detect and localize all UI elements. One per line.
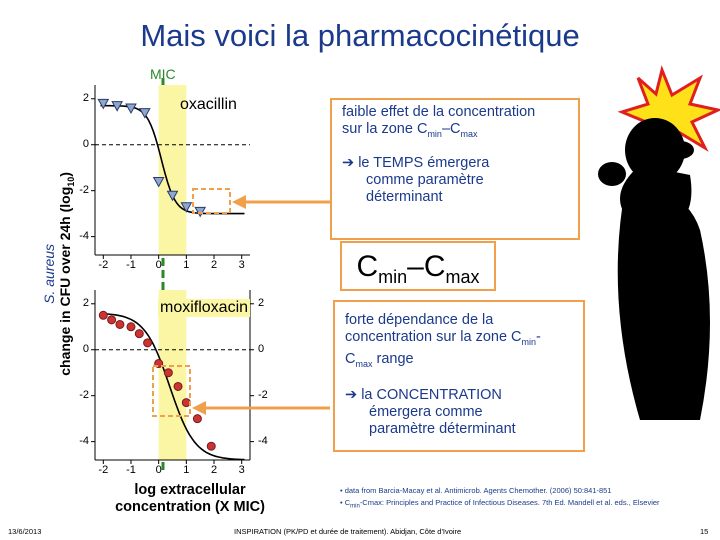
box2-line2: concentration sur la zone $C_{min}-$	[345, 329, 541, 347]
body-shape	[618, 190, 710, 420]
box1-line1: faible effet de la concentration	[342, 104, 536, 120]
x-tick-label: 3	[238, 259, 245, 271]
y-tick-label: 0	[82, 342, 89, 355]
x-tick-label: 2	[210, 464, 218, 476]
data-point	[108, 316, 116, 324]
x-tick-label: -2	[98, 464, 109, 476]
y-tick-label: -4	[79, 434, 89, 447]
y-axis-label-main: change in CFU over 24h $(\log_{10})$	[57, 172, 76, 376]
hand-shape	[598, 162, 626, 186]
data-point	[127, 323, 135, 331]
page-number: 15	[700, 527, 709, 536]
footer-text: INSPIRATION (PK/PD et durée de traitement). Abidjan, Côte d'Ivoire	[234, 527, 462, 536]
data-point	[116, 320, 124, 328]
data-point	[144, 339, 152, 347]
x-tick-label: 3	[238, 464, 245, 476]
x-tick-label: -1	[126, 464, 136, 476]
arrow-top-head	[232, 195, 246, 209]
arrow-right-icon: ➔	[342, 154, 355, 171]
mic-label: MIC	[150, 66, 176, 82]
time-dependence-box	[330, 98, 580, 240]
y-tick-label: 0	[82, 137, 89, 150]
box2-line3: $C_{max}$ range	[345, 350, 414, 369]
arrow-right-icon: ➔	[345, 386, 358, 403]
oxacillin-title: oxacillin	[180, 96, 237, 113]
box2-line1: forte dépendance de la	[345, 312, 494, 328]
data-point	[98, 99, 108, 108]
y-tick-label: 2	[82, 296, 89, 309]
x-axis-label-line2: concentration (X MIC)	[115, 499, 265, 515]
box2-bullet: ➔ la CONCENTRATION	[345, 386, 502, 403]
data-point	[207, 442, 215, 450]
data-point	[174, 382, 182, 390]
data-point	[193, 415, 201, 423]
reference-2: • $C_{min}$-Cmax: Principles and Practice of Infectious Diseases. 7th Ed. Mandell et al. eds., Elsevier	[340, 498, 660, 510]
footer-date: 13/6/2013	[8, 527, 42, 536]
cmin-cmax-label: $C_{min}-C_{max}$	[340, 241, 496, 291]
slide-title: Mais voici la pharmacocinétique	[140, 18, 580, 53]
x-axis-label-line1: log extracellular	[134, 482, 246, 498]
right-y-tick-label: 2	[258, 296, 265, 309]
x-tick-label: -1	[126, 259, 136, 271]
reference-1: • data from Barcia-Macay et al. Antimicrob. Agents Chemother. (2006) 50:841-851	[340, 486, 612, 495]
data-point	[164, 369, 172, 377]
x-tick-label: 1	[183, 259, 190, 271]
y-tick-label: -2	[79, 183, 89, 196]
box1-bullet: ➔ le TEMPS émergera	[342, 154, 490, 171]
y-tick-label: -4	[79, 229, 89, 242]
data-point	[140, 109, 150, 118]
right-y-tick-label: -2	[258, 388, 268, 401]
box2-bullet-line3: paramètre déterminant	[369, 420, 516, 437]
x-tick-label: 1	[183, 464, 190, 476]
box2-bullet-line2: émergera comme	[369, 403, 483, 420]
box1-line2: sur la zone $C_{min}-C_{max}$	[342, 121, 478, 139]
x-tick-label: 2	[210, 259, 218, 271]
data-point	[135, 330, 143, 338]
x-tick-label: -2	[98, 259, 109, 271]
right-y-tick-label: 0	[258, 342, 265, 355]
x-tick-label: 0	[155, 464, 162, 476]
arrow-bottom-head	[192, 401, 206, 415]
concentration-dependence-box	[333, 300, 585, 452]
right-y-tick-label: -4	[258, 434, 268, 447]
moxifloxacin-title: moxifloxacin	[160, 299, 249, 316]
data-point	[99, 311, 107, 319]
y-axis-label-italic: S. aureus	[41, 243, 58, 304]
thinking-man-illustration	[598, 70, 718, 420]
y-tick-label: 2	[82, 91, 89, 104]
x-tick-label: 0	[155, 259, 162, 271]
box1-bullet-line3: déterminant	[366, 188, 443, 205]
y-tick-label: -2	[79, 388, 89, 401]
box1-bullet-line2: comme paramètre	[366, 171, 484, 188]
data-point	[195, 207, 205, 216]
x-axis-label	[80, 482, 300, 516]
